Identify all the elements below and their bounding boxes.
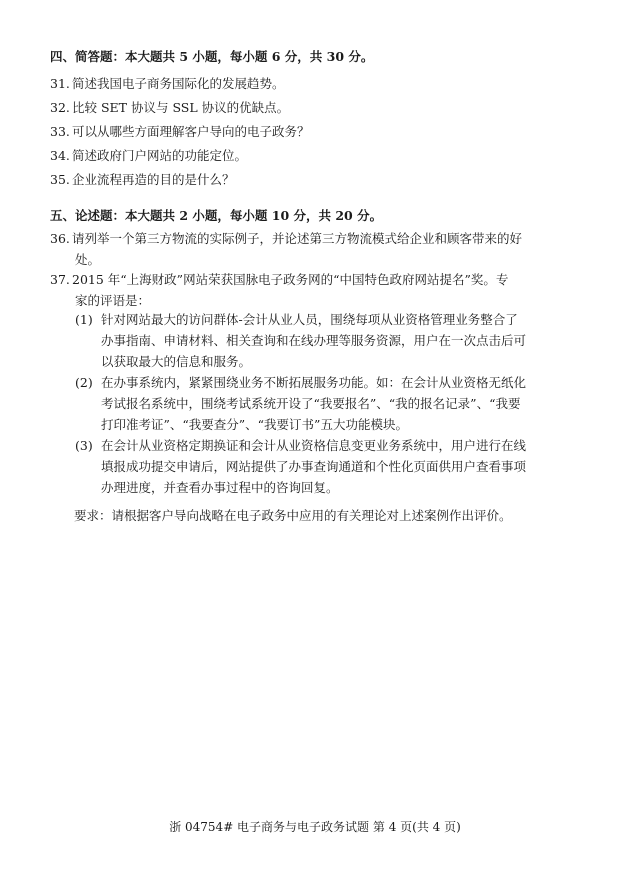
question-text: 企业流程再造的目的是什么？ [72, 172, 235, 187]
question-text: 简述政府门户网站的功能定位。 [72, 148, 248, 163]
page-footer: 浙 04754# 电子商务与电子政务试题 第 4 页(共 4 页) [169, 820, 461, 834]
question-number: 33. [50, 124, 70, 139]
question-number: 34. [50, 148, 70, 163]
review-item-1-line: 办事指南、申请材料、相关查询和在线办理等服务资源，用户在一次点击后可 [101, 333, 527, 348]
item-number: (1) [75, 312, 93, 327]
question-number: 35. [50, 172, 70, 187]
item-text: 在会计从业资格定期换证和会计从业资格信息变更业务系统中，用户进行在线 [101, 438, 527, 453]
review-item-2 [75, 374, 526, 392]
question-text: 请列举一个第三方物流的实际例子，并论述第三方物流模式给企业和顾客带来的好 [72, 231, 523, 246]
question-34 [50, 147, 247, 165]
section-4-heading: 四、简答题：本大题共 5 小题，每小题 6 分，共 30 分。 [50, 49, 374, 64]
review-item-1 [75, 311, 518, 329]
question-36-continuation: 处。 [75, 252, 101, 267]
question-number: 37. [50, 272, 70, 287]
review-item-3-line: 办理进度，并查看办事过程中的咨询回复。 [101, 480, 339, 495]
review-item-1-line: 以获取最大的信息和服务。 [101, 354, 252, 369]
item-number: (2) [75, 375, 93, 390]
question-33 [50, 123, 310, 141]
question-text: 2015 年“上海财政”网站荣获国脉电子政务网的“中国特色政府网站提名”奖。专 [72, 272, 509, 287]
question-37-continuation: 家的评语是： [75, 293, 151, 308]
review-item-3 [75, 437, 526, 455]
question-number: 32. [50, 100, 70, 115]
requirement: 要求：请根据客户导向战略在电子政务中应用的有关理论对上述案例作出评价。 [74, 508, 512, 523]
question-number: 31. [50, 76, 70, 91]
review-item-2-line: 考试报名系统中，围绕考试系统开设了“我要报名”、“我的报名记录”、“我要 [101, 396, 521, 411]
item-number: (3) [75, 438, 93, 453]
question-text: 比较 SET 协议与 SSL 协议的优缺点。 [72, 100, 290, 115]
question-32 [50, 99, 289, 117]
item-text: 在办事系统内，紧紧围绕业务不断拓展服务功能。如：在会计从业资格无纸化 [101, 375, 527, 390]
question-text: 简述我国电子商务国际化的发展趋势。 [72, 76, 285, 91]
question-31 [50, 75, 285, 93]
item-text: 针对网站最大的访问群体-会计从业人员，围绕每项从业资格管理业务整合了 [101, 312, 518, 327]
question-35 [50, 171, 235, 189]
review-item-3-line: 填报成功提交申请后，网站提供了办事查询通道和个性化页面供用户查看事项 [101, 459, 527, 474]
question-text: 可以从哪些方面理解客户导向的电子政务？ [72, 124, 310, 139]
question-37 [50, 271, 508, 289]
question-36 [50, 230, 522, 248]
question-number: 36. [50, 231, 70, 246]
section-5-heading: 五、论述题：本大题共 2 小题，每小题 10 分，共 20 分。 [50, 208, 383, 223]
review-item-2-line: 打印准考证”、“我要查分”、“我要订书”五大功能模块。 [101, 417, 408, 432]
